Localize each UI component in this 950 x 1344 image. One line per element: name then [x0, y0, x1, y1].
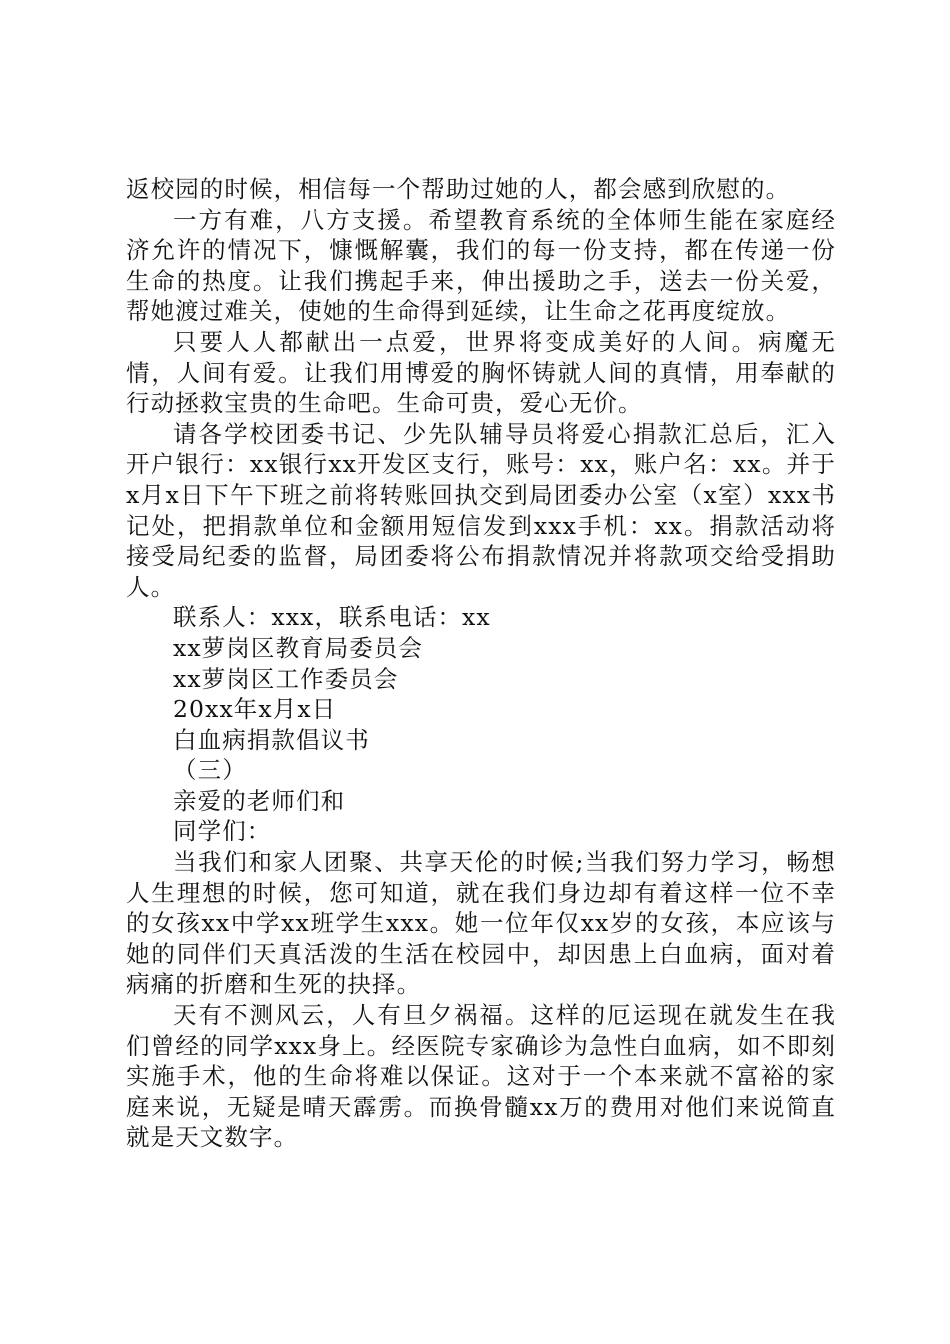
contact-line: 联系人：xxx，联系电话：xx — [173, 603, 491, 632]
paragraph-love-message: 只要人人都献出一点爱，世界将变成美好的人间。病魔无情，人间有爱。让我们用博爱的胸怀铸就人间的真情，用奉献的行动拯救宝贵的生命吧。生命可贵，爱心无价。 — [126, 327, 836, 418]
signature-org-education-bureau: xx萝岗区教育局委员会 — [173, 633, 424, 662]
paragraph-support-appeal: 一方有难，八方支援。希望教育系统的全体师生能在家庭经济允许的情况下，慷慨解囊，我们的每一份支持，都在传递一份生命的热度。让我们携起手来，伸出援助之手，送去一份关爱，帮她渡过难关，使她的生命得到延续，让生命之花再度绽放。 — [126, 205, 836, 326]
paragraph-student-story: 当我们和家人团聚、共享天伦的时候;当我们努力学习，畅想人生理想的时候，您可知道，就在我们身边却有着这样一位不幸的女孩xx中学xx班学生xxx。她一位年仅xx岁的女孩，本应该与她的同伴们天真活泼的生活在校园中，却因患上白血病，面对着病痛的折磨和生死的抉择。 — [126, 848, 836, 999]
document-body — [126, 174, 836, 1153]
paragraph-donation-instructions: 请各学校团委书记、少先队辅导员将爱心捐款汇总后，汇入开户银行：xx银行xx开发区支行，账号：xx，账户名：xx。并于x月x日下午下班之前将转账回执交到局团委办公室（x室）xxx书记处，把捐款单位和金额用短信发到xxx手机：xx。捐款活动将接受局纪委的监督，局团委将公布捐款情况并将款项交给受捐助人。 — [126, 419, 836, 601]
paragraph-diagnosis: 天有不测风云，人有旦夕祸福。这样的厄运现在就发生在我们曾经的同学xxx身上。经医院专家确诊为急性白血病，如不即刻实施手术，他的生命将难以保证。这对于一个本来就不富裕的家庭来说，无疑是晴天霹雳。而换骨髓xx万的费用对他们来说简直就是天文数字。 — [126, 1001, 836, 1152]
greeting-line-2: 同学们： — [173, 817, 272, 846]
section-title: 白血病捐款倡议书 — [173, 725, 370, 754]
signature-date: 20xx年x月x日 — [173, 695, 337, 724]
paragraph-continuation: 返校园的时候，相信每一个帮助过她的人，都会感到欣慰的。 — [126, 175, 791, 203]
greeting-line-1: 亲爱的老师们和 — [173, 786, 346, 815]
section-number: （三） — [173, 756, 247, 785]
signature-org-work-committee: xx萝岗区工作委员会 — [173, 664, 399, 693]
